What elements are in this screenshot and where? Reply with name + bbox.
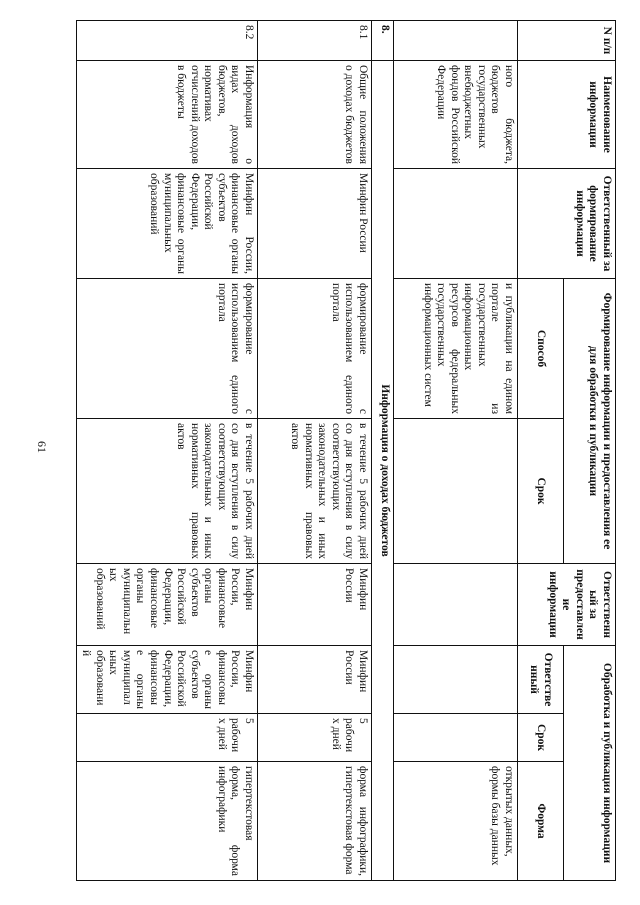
row-num: 8.2 [76, 21, 257, 61]
header-num: N п/п [518, 21, 616, 61]
continuation-responsible-providing [394, 564, 518, 646]
row-processing-form: форма инфографики, гипертекстовая форма [258, 762, 372, 881]
continuation-term [394, 419, 518, 564]
continuation-responsible-forming [394, 169, 518, 279]
row-processing-responsible: Минфин России [258, 646, 372, 714]
row-processing-responsible: Минфин России, финансовые органы субъектов Российской Федерации, финансовые органы муниципальных образований [76, 646, 257, 714]
row-responsible-providing: Минфин России [258, 564, 372, 646]
section-num: 8. [372, 21, 394, 61]
continuation-method: и публикации на едином портале из государственных информационных ресурсов федеральных государственных информационных систем [394, 279, 518, 419]
page-number: 61 [35, 441, 49, 453]
header-forming-term: Срок [518, 419, 564, 564]
information-table [76, 20, 616, 881]
section-title: Информация о доходах бюджетов [372, 61, 394, 881]
row-processing-term: 5 рабочих дней [258, 714, 372, 762]
row-method: формирование с использованием единого портала [76, 279, 257, 419]
row-term: в течение 5 рабочих дней со дня вступления в силу соответствующих законодательных и иных нормативных правовых актов [76, 419, 257, 564]
continuation-processing-term [394, 714, 518, 762]
row-responsible-forming: Минфин России, финансовые органы субъектов Российской Федерации, финансовые органы муниципальных образований [76, 169, 257, 279]
row-method: формирование с использованием единого портала [258, 279, 372, 419]
header-forming-method: Способ [518, 279, 564, 419]
row-num: 8.1 [258, 21, 372, 61]
continuation-name: ного бюджета, бюджетов государственных внебюджетных фондов Российской Федерации [394, 61, 518, 169]
continuation-processing-responsible [394, 646, 518, 714]
header-responsible-providing: Ответственный за предоставление информации [518, 564, 616, 646]
continuation-num [394, 21, 518, 61]
rotated-page [36, 20, 616, 880]
header-processing-term: Срок [518, 714, 564, 762]
row-responsible-forming: Минфин России [258, 169, 372, 279]
header-responsible-forming: Ответственный за формирование информации [518, 169, 616, 279]
table-row [76, 21, 257, 881]
row-responsible-providing: Минфин России, финансовые органы субъектов Российской Федерации, финансовые органы муниципальных образований [76, 564, 257, 646]
header-forming-group: Формирование информации и предоставления ее для обработки и публикации [564, 279, 616, 564]
row-processing-term: 5 рабочих дней [76, 714, 257, 762]
table-row [258, 21, 372, 881]
row-name: Общие положения о доходах бюджетов [258, 61, 372, 169]
section-row [372, 21, 394, 881]
row-processing-form: гипертекстовая форма, форма инфографики [76, 762, 257, 881]
table-row [394, 21, 518, 881]
row-name: Информация о видах доходов бюджетов, нормативах отчислений доходов в бюджеты [76, 61, 257, 169]
header-processing-form: Форма [518, 762, 564, 881]
header-processing-responsible: Ответственный [518, 646, 564, 714]
row-term: в течение 5 рабочих дней со дня вступления в силу соответствующих законодательных и иных нормативных правовых актов [258, 419, 372, 564]
header-name: Наименование информации [518, 61, 616, 169]
continuation-processing-form: открытых данных, формы базы данных [394, 762, 518, 881]
header-processing-group: Обработка и публикация информации [564, 646, 616, 881]
